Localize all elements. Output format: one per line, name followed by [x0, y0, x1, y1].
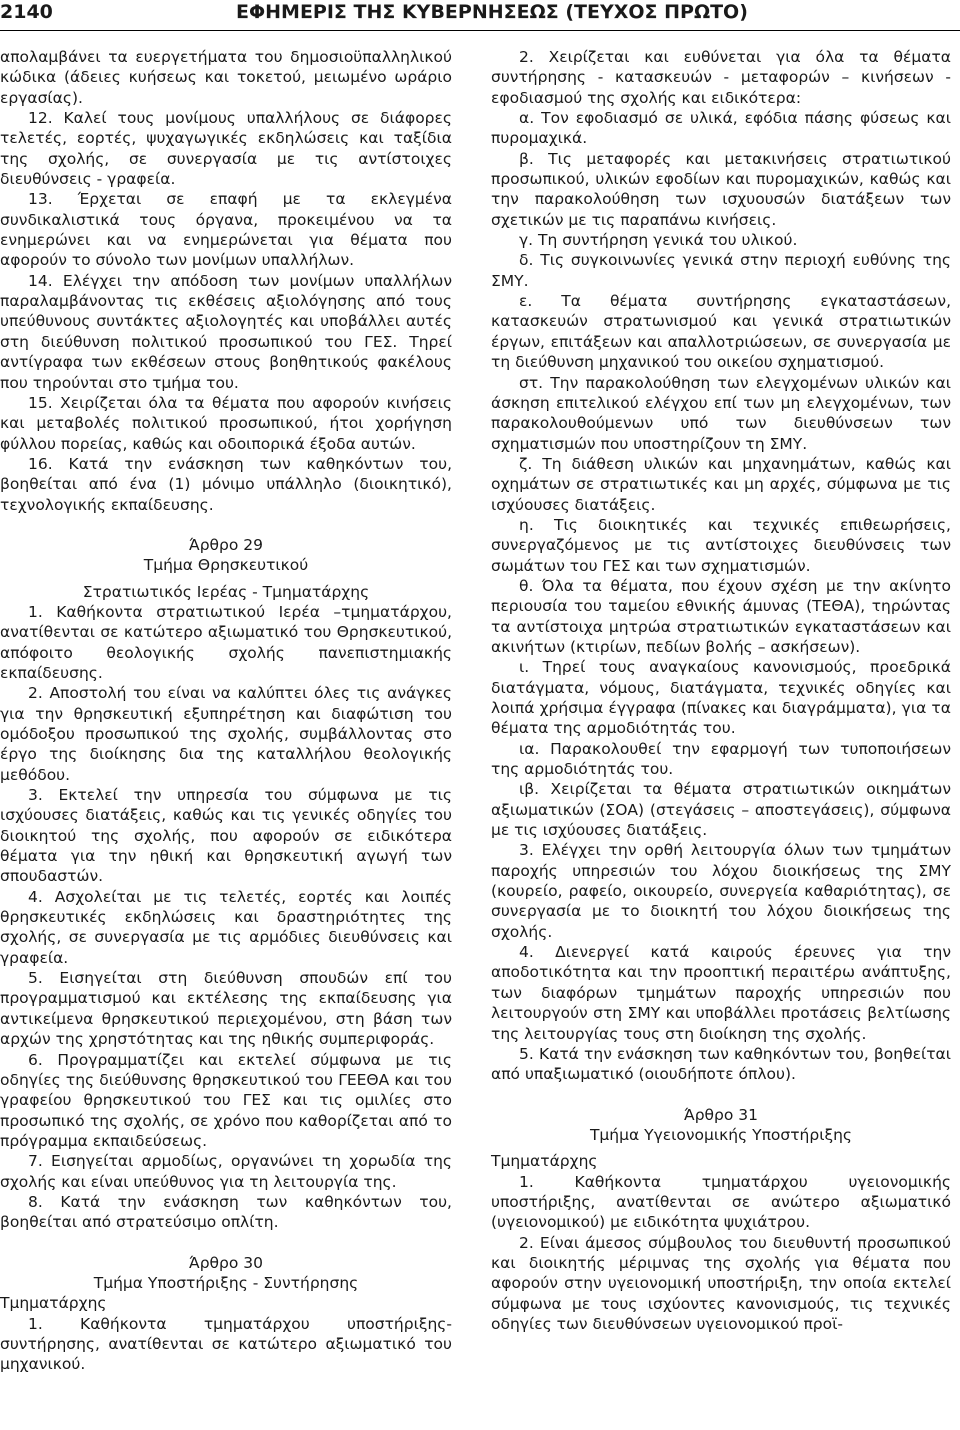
item-ia: ια. Παρακολουθεί την εφαρμογή των τυποποιήσεων της αρμοδιότητάς του.	[491, 739, 951, 779]
article-29-paragraph-6: 6. Προγραμματίζει και εκτελεί σύμφωνα με τις οδηγίες της διεύθυνσης θρησκευτικού του ΓΕΕΘΑ και του γραφείου θρησκευτικού του ΓΕΣ και τις ομιλίες στο προσωπικό της σχολής, σε χρόνο που καθορίζεται από το πρόγραμμα εκπαιδεύσεως.	[0, 1050, 452, 1150]
running-title: ΕΦΗΜΕΡΙΣ ΤΗΣ ΚΥΒΕΡΝΗΣΕΩΣ (ΤΕΥΧΟΣ ΠΡΩΤΟ)	[236, 1, 748, 23]
paragraph-continued: απολαμβάνει τα ευεργετήματα του δημοσιοϋπαλληλικού κώδικα (άδειες κυήσεως και τοκετού, μειωμένο ωράριο εργασίας).	[0, 48, 452, 107]
paragraph-13: 13. Έρχεται σε επαφή με τα εκλεγμένα συνδικαλιστικά τους όργανα, προκειμένου να τα ενημερώνει και να ενημερώνεται για θέματα που αφορούν το σύνολο των μονίμων υπαλλήλων.	[0, 190, 452, 270]
left-column	[0, 47, 452, 1375]
article-29-paragraph-7: 7. Εισηγείται αρμοδίως, οργανώνει τη χορωδία της σχολής και είναι υπεύθυνος για τη λειτουργία της.	[0, 1152, 452, 1191]
item-io: ι. Τηρεί τους αναγκαίους κανονισμούς, προεδρικά διατάγματα, νόμους, διατάγματα, τεχνικές οδηγίες και λοιπά χρήσιμα έγγραφα (πίνακες και διαγράμματα), για τα θέματα της αρμοδιότητάς του.	[491, 658, 951, 738]
page-header	[0, 0, 960, 30]
paragraph-4: 4. Διενεργεί κατά καιρούς έρευνες για την αποδοτικότητα και την προοπτική περαιτέρω ανάπτυξης, των διαφόρων τμημάτων παροχής υπηρεσιών που λειτουργούν στη ΣΜΥ και υποβάλλει προτάσεις βελτίωσης της λειτουργίας τους στη διοίκηση της σχολής.	[491, 943, 951, 1043]
paragraph-15: 15. Χειρίζεται όλα τα θέματα που αφορούν κινήσεις και μεταβολές πολιτικού προσωπικού, ήτοι χορήγηση φύλλου πορείας, καθώς και οδοιπορικά έξοδα αυτών.	[0, 393, 452, 453]
article-29-paragraph-1: 1. Καθήκοντα στρατιωτικού Ιερέα –τμηματάρχου, ανατίθενται σε κατώτερο αξιωματικό του Θρησκευτικού, απόφοιτο θεολογικής σχολής πανεπιστημιακής εκπαίδευσης.	[0, 602, 452, 682]
article-29-paragraph-5: 5. Εισηγείται στη διεύθυνση σπουδών επί του προγραμματισμού και εκτέλεσης της εκπαίδευσης για αντικείμενα θρησκευτικού περιεχομένου, στη βάση των αρχών της χρηστότητας και της ηθικής συμπεριφοράς.	[0, 969, 452, 1049]
article-30-title: Άρθρο 30	[188, 1253, 264, 1272]
article-29-paragraph-4: 4. Ασχολείται με τις τελετές, εορτές και λοιπές θρησκευτικές εκδηλώσεις και δραστηριότητες της σχολής, σε συνεργασία με τις αρμόδιες διευθύνσεις και γραφεία.	[0, 887, 452, 967]
article-29-subtitle: Τμήμα Θρησκευτικού	[143, 556, 309, 575]
paragraph-2: 2. Χειρίζεται και ευθύνεται για όλα τα θέματα συντήρησης - κατασκευών - μεταφορών – κινήσεων - εφοδιασμού της σχολής και ειδικότερα:	[491, 48, 951, 107]
right-column	[491, 47, 951, 1334]
item-th: θ. Όλα τα θέματα, που έχουν σχέση με την ακίνητο περιουσία του ταμείου εθνικής άμυνας (ΤΕΘΑ), τηρώντας τα αντίστοιχα μητρώα στρατιωτικών εγκαταστάσεων και ακινήτων (κτιρίων, πεδίων βολής – ασκήσεων).	[491, 576, 951, 656]
paragraph-14: 14. Ελέγχει την απόδοση των μονίμων υπαλλήλων παραλαμβάνοντας τις εκθέσεις αξιολόγησης από τους υπεύθυνους συντάκτες αξιολογητές και υποβάλλει αυτές στη διεύθυνση πολιτικού προσωπικού του ΓΕΣ. Τηρεί αντίγραφα των εκθέσεων στους βοηθητικούς φακέλους που τηρούνται στο τμήμα του.	[0, 271, 452, 392]
item-d: δ. Τις συγκοινωνίες γενικά στην περιοχή ευθύνης της ΣΜΥ.	[491, 251, 951, 290]
article-29-title: Άρθρο 29	[188, 535, 264, 554]
item-e: ε. Τα θέματα συντήρησης εγκαταστάσεων, κατασκευών στρατωνισμού και γενικά στρατιωτικών έργων, επιτάξεων και απαλλοτριώσεων, σε συνεργασία με τη διεύθυνση μηχανικού του οικείου σχηματισμού.	[491, 292, 951, 372]
article-30-subtitle: Τμήμα Υποστήριξης - Συντήρησης	[93, 1273, 359, 1292]
article-30-paragraph-1: 1. Καθήκοντα τμηματάρχου υποστήριξης-συντήρησης, ανατίθενται σε κατώτερο αξιωματικό του μηχανικού.	[0, 1314, 452, 1374]
article-31-paragraph-1: 1. Καθήκοντα τμηματάρχου υγειονομικής υποστήριξης, ανατίθενται σε ανώτερο αξιωματικό (υγειονομικού) με ειδικότητα ψυχιάτρου.	[491, 1172, 951, 1232]
article-31-paragraph-2: 2. Είναι άμεσος σύμβουλος του διευθυντή προσωπικού και διοικητής μέριμνας της σχολής για θέματα που αφορούν στην υγειονομική υποστήριξη, την οποία εκτελεί σύμφωνα με τους ισχύοντες κανονισμούς, τις τεχνικές οδηγίες των διευθύνσεων υγειονομικού προϊ-	[491, 1233, 951, 1333]
item-ib: ιβ. Χειρίζεται τα θέματα στρατιωτικών οικημάτων αξιωματικών (ΣΟΑ) (στεγάσεις – αποστεγάσεις), σύμφωνα με τις ισχύουσες διατάξεις.	[491, 780, 951, 840]
article-31-subtitle: Τμήμα Υγειονομικής Υποστήριξης	[589, 1125, 853, 1144]
paragraph-5: 5. Κατά την ενάσκηση των καθηκόντων του, βοηθείται από υπαξιωματικό (οιουδήποτε όπλου).	[491, 1044, 951, 1084]
item-st: στ. Την παρακολούθηση των ελεγχομένων υλικών και άσκηση επιτελικού ελέγχου επί των μη ελεγχομένων, των παρακολουθούμενων υπό των διευθύνσεων των σχηματισμών που υποστηρίζουν τη ΣΜΥ.	[491, 373, 951, 453]
article-29-role: Στρατιωτικός Ιερέας - Τμηματάρχης	[82, 582, 370, 601]
item-i: η. Τις διοικητικές και τεχνικές επιθεωρήσεις, συνεργαζόμενος με τις αντίστοιχες διευθύνσεις των σωμάτων του ΓΕΣ και των σχηματισμών.	[491, 515, 951, 575]
article-29-paragraph-2: 2. Αποστολή του είναι να καλύπτει όλες τις ανάγκες για την θρησκευτική εξυπηρέτηση και διαφώτιση του ομόδοξου προσωπικού της σχολής, συμβάλλοντας στο έργο της διοίκησης δια της καταλλήλου θεολογικής μεθόδου.	[0, 684, 452, 784]
article-31-role: Τμηματάρχης	[491, 1152, 598, 1171]
article-29-paragraph-3: 3. Εκτελεί την υπηρεσία του σύμφωνα με τις ισχύουσες διατάξεις, καθώς και τις γενικές οδηγίες του διοικητού της σχολής, που αφορούν σε ειδικότερα θέματα για την ηθική και θρησκευτική αγωγή των σπουδαστών.	[0, 786, 452, 886]
item-b: β. Τις μεταφορές και μετακινήσεις στρατιωτικού προσωπικού, υλικών εφοδίων και πυρομαχικών, καθώς και την παρακολούθηση των ισχυουσών διατάξεων των σχετικών με τις παραπάνω κινήσεις.	[491, 149, 951, 229]
header-rule	[0, 30, 960, 31]
article-29-paragraph-8: 8. Κατά την ενάσκηση των καθηκόντων του, βοηθείται από στρατεύσιμο οπλίτη.	[0, 1192, 452, 1232]
paragraph-12: 12. Καλεί τους μονίμους υπαλλήλους σε διάφορες τελετές, εορτές, ψυχαγωγικές εκδηλώσεις και ταξίδια της σχολής, σε συνεργασία με τις αντίστοιχες διευθύνσεις - γραφεία.	[0, 109, 452, 189]
item-a: α. Τον εφοδιασμό σε υλικά, εφόδια πάσης φύσεως και πυρομαχικά.	[491, 109, 951, 148]
item-g: γ. Τη συντήρηση γενικά του υλικού.	[519, 231, 798, 250]
article-30-role: Τμηματάρχης	[0, 1294, 107, 1313]
paragraph-3: 3. Ελέγχει την ορθή λειτουργία όλων των τμημάτων παροχής υπηρεσιών του λόχου διοικήσεως της ΣΜΥ (κουρείο, ραφείο, οικουρείο, συνεργεία καθαριότητας), σε συνεργασία με το διοικητή του λόχου διοικήσεως της σχολής.	[491, 841, 951, 941]
item-z: ζ. Τη διάθεση υλικών και μηχανημάτων, καθώς και οχημάτων σε στρατιωτικές και μη αρχές, σύμφωνα με τις ισχύουσες διατάξεις.	[491, 454, 951, 514]
paragraph-16: 16. Κατά την ενάσκηση των καθηκόντων του, βοηθείται από ένα (1) μόνιμο υπάλληλο (διοικητικό), τεχνολογικής εκπαίδευσης.	[0, 454, 452, 514]
page-number: 2140	[0, 1, 53, 23]
article-31-title: Άρθρο 31	[683, 1105, 759, 1124]
